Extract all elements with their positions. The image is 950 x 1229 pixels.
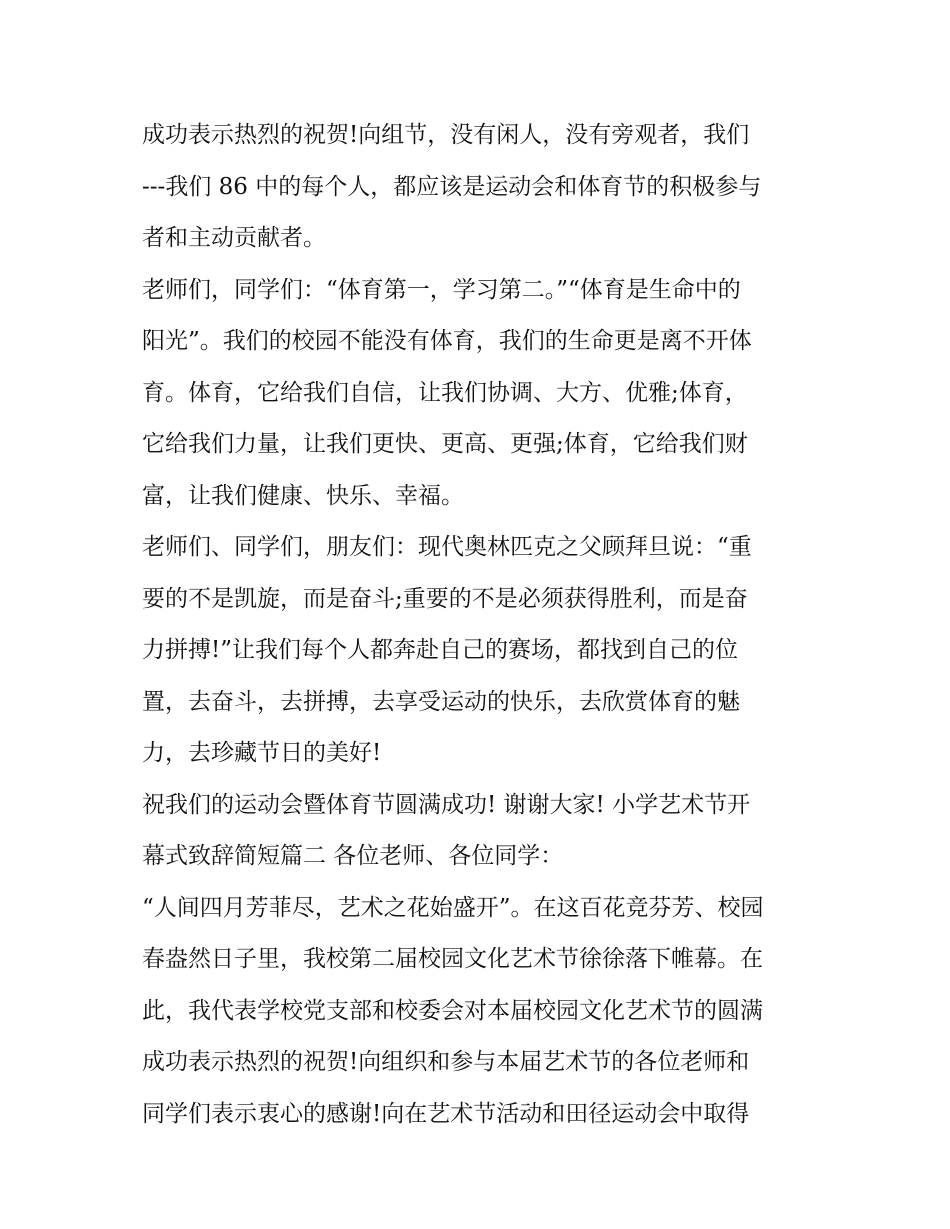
text-line: 力，去珍藏节日的美好!	[142, 740, 382, 766]
text-line: ---我们 86 中的每个人，都应该是运动会和体育节的积极参与	[142, 173, 762, 200]
text-line: 祝我们的运动会暨体育节圆满成功! 谢谢大家! 小学艺术节开	[142, 791, 751, 818]
text-line: 阳光”。我们的校园不能没有体育，我们的生命更是离不开体	[142, 328, 752, 354]
text-line: 老师们、同学们，朋友们：现代奥林匹克之父顾拜旦说：“重	[142, 534, 752, 560]
text-line: 富，让我们健康、快乐、幸福。	[142, 482, 464, 509]
text-line: 者和主动贡献者。	[142, 225, 326, 251]
text-line: 此，我代表学校党支部和校委会对本届校园文化艺术节的圆满	[142, 997, 763, 1024]
text-line: 要的不是凯旋，而是奋斗;重要的不是必须获得胜利，而是奋	[142, 585, 748, 612]
text-line: 成功表示热烈的祝贺!向组节，没有闲人，没有旁观者，我们	[142, 122, 750, 148]
text-line: 它给我们力量，让我们更快、更高、更强;体育，它给我们财	[142, 431, 748, 457]
text-line: 同学们表示衷心的感谢!向在艺术节活动和田径运动会中取得	[142, 1100, 750, 1127]
text-line: 成功表示热烈的祝贺!向组织和参与本届艺术节的各位老师和	[142, 1049, 750, 1075]
text-line: 力拼搏!”让我们每个人都奔赴自己的赛场，都找到自己的位	[142, 637, 739, 663]
text-line: 置，去奋斗，去拼搏，去享受运动的快乐，去欣赏体育的魅	[142, 688, 740, 715]
text-line: 春盎然日子里，我校第二届校园文化艺术节徐徐落下帷幕。在	[142, 946, 763, 972]
text-line: 老师们，同学们：“体育第一，学习第二。”“体育是生命中的	[142, 276, 741, 303]
document-body	[142, 110, 822, 1140]
text-line: 育。体育，它给我们自信，让我们协调、大方、优雅;体育，	[142, 379, 748, 406]
text-line: 幕式致辞简短篇二 各位老师、各位同学：	[142, 843, 564, 869]
text-line: “人间四月芳菲尽，艺术之花始盛开”。在这百花竞芬芳、校园	[142, 894, 764, 921]
